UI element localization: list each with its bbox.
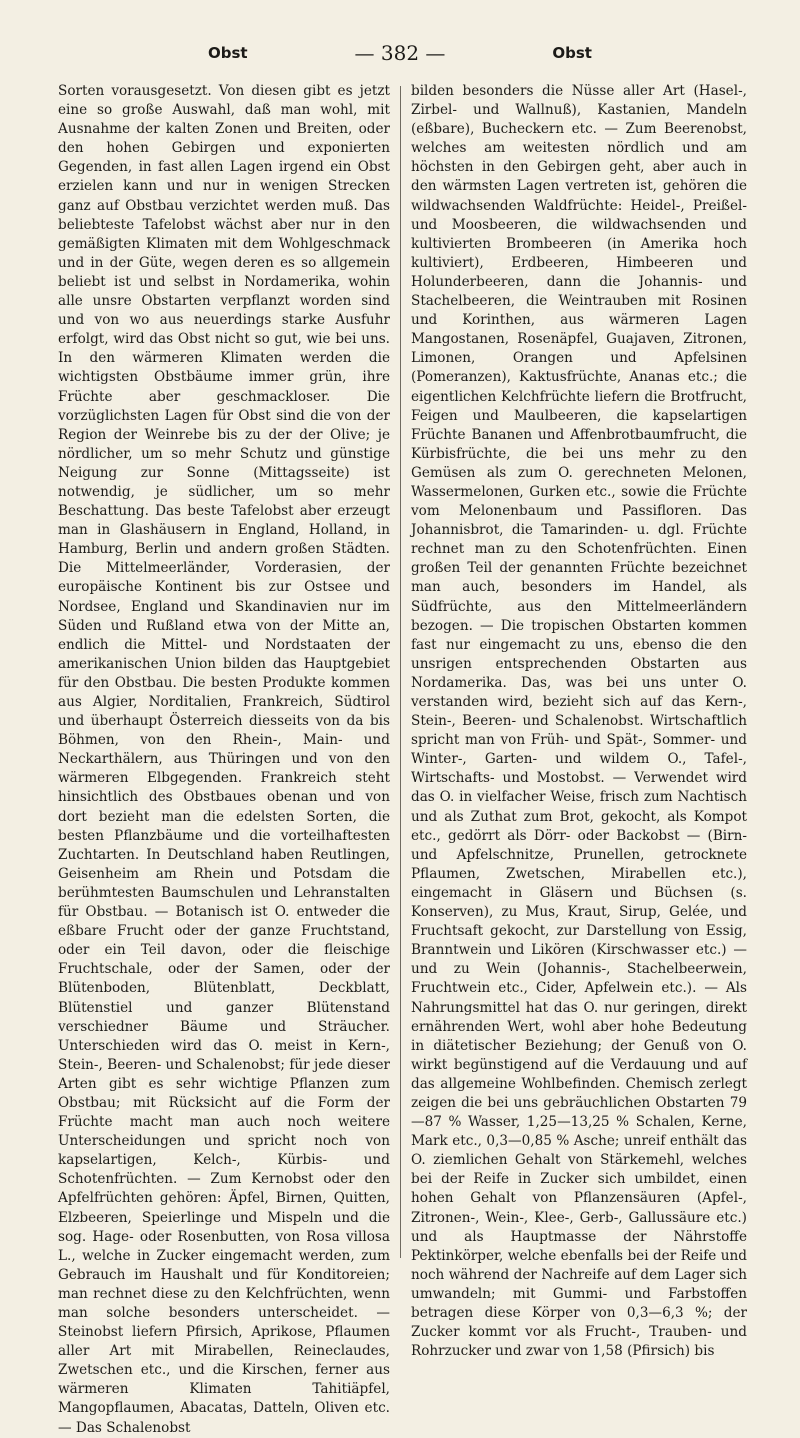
column-right-text: bilden besonders die Nüsse aller Art (Hasel-, Zirbel- und Wallnuß), Kastanien, Mandeln (eßbare), Bucheckern etc. — Zum Beerenobst, welches am weitesten nördlich und am höchsten in den Gebirgen geht, aber auch in den wärmsten Lagen vertreten ist, gehören die wildwachsenden Waldfrüchte: Heidel-, Preißel- und Moosbeeren, die wildwachsenden und kultivierten Brombeeren (in Amerika hoch kultiviert), Erdbeeren, Himbeeren und Holunderbeeren, dann die Johannis- und Stachelbeeren, die Weintrauben mit Rosinen und Korinthen, aus wärmeren Lagen Mangostanen, Rosenäpfel, Guajaven, Zitronen, Limonen, Orangen und Apfelsinen (Pomeranzen), Kaktusfrüchte, Ananas etc.; die eigentlichen Kelchfrüchte liefern die Brotfrucht, Feigen und Maulbeeren, die kapselartigen Früchte Bananen und Affenbrotbaumfrucht, die Kürbisfrüchte, die bei uns mehr zu den Gemüsen als zum O. gerechneten Melonen, Wassermelonen, Gurken etc., sowie die Früchte vom Melonenbaum und Passifloren. Das Johannisbrot, die Tamarinden- u. dgl. Früchte rechnet man zu den Schotenfrüchten. Einen großen Teil der genannten Früchte bezeichnet man auch, besonders im Handel, als Südfrüchte, aus den Mittelmeerländern bezogen. — Die tropischen Obstarten kommen fast nur eingemacht zu uns, ebenso die den unsrigen entsprechenden Obstarten aus Nordamerika. Das, was bei uns unter O. verstanden wird, bezieht sich auf das Kern-, Stein-, Beeren- und Schalenobst. Wirtschaftlich spricht man von Früh- und Spät-, Sommer- und Winter-, Garten- und wildem O., Tafel-, Wirtschafts- und Mostobst. — Verwendet wird das O. in vielfacher Weise, frisch zum Nachtisch und als Zuthat zum Brot, gekocht, als Kompot etc., gedörrt als Dörr- oder Backobst — (Birn- und Apfelschnitze, Prunellen, getrocknete Pflaumen, Zwetschen, Mirabellen etc.), eingemacht in Gläsern und Büchsen (s. Konserven), zu Mus, Kraut, Sirup, Gelée, und Fruchtsaft gekocht, zur Darstellung von Essig, Branntwein und Likören (Kirschwasser etc.) — und zu Wein (Johannis-, Stachelbeerwein, Fruchtwein etc., Cider, Apfelwein etc.). — Als Nahrungsmittel hat das O. nur geringen, direkt ernährenden Wert, wohl aber hohe Bedeutung in diätetischer Beziehung; der Genuß von O. wirkt begünstigend auf die Verdauung und auf das allgemeine Wohlbefinden. Chemisch zerlegt zeigen die bei uns gebräuchlichen Obstarten 79—87 % Wasser, 1,25—13,25 % Schalen, Kerne, Mark etc., 0,3—0,85 % Asche; unreif enthält das O. ziemlichen Gehalt von Stärkemehl, welches bei der Reife in Zucker sich umbildet, einen hohen Gehalt von Pflanzensäuren (Apfel-, Zitronen-, Wein-, Klee-, Gerb-, Gallussäure etc.) und als Hauptmasse der Nährstoffe Pektinkörper, welche ebenfalls bei der Reife und noch während der Nachreife auf dem Lager sich umwandeln; mit Gummi- und Farbstoffen betragen diese Körper von 0,3—6,3 %; der Zucker kommt vor als Frucht-, Trauben- und Rohrzucker und zwar von 1,58 (Pfirsich) bis [411,83,747,1360]
text-column-left [58,82,390,1436]
running-header [58,38,742,68]
column-left-text: Sorten vorausgesetzt. Von diesen gibt es jetzt eine so große Auswahl, daß man wohl, mit Ausnahme der kalten Zonen und Breiten, oder den hohen Gebirgen und exponierten Gegenden, in fast allen Lagen irgend ein Obst erzielen kann und nur in wenigen Strecken ganz auf Obstbau verzichtet werden muß. Das beliebteste Tafelobst wächst aber nur in den gemäßigten Klimaten mit dem Wohlgeschmack und in der Güte, wegen deren es so allgemein beliebt ist und selbst in Nordamerika, wohin alle unsre Obstarten verpflanzt worden sind und von wo aus neuerdings starke Ausfuhr erfolgt, wird das Obst nicht so gut, wie bei uns. In den wärmeren Klimaten werden die wichtigsten Obstbäume immer grün, ihre Früchte aber geschmackloser. Die vorzüglichsten Lagen für Obst sind die von der Region der Weinrebe bis zu der der Olive; je nördlicher, um so mehr Schutz und günstige Neigung zur Sonne (Mittagsseite) ist notwendig, je südlicher, um so mehr Beschattung. Das beste Tafelobst aber erzeugt man in Glashäusern in England, Holland, in Hamburg, Berlin und andern großen Städten. Die Mittelmeerländer, Vorderasien, der europäische Kontinent bis zur Ostsee und Nordsee, England und Skandinavien nur im Süden und Rußland etwa von der Mitte an, endlich die Mittel- und Nordstaaten der amerikanischen Union bilden das Hauptgebiet für den Obstbau. Die besten Produkte kommen aus Algier, Norditalien, Frankreich, Südtirol und überhaupt Österreich diesseits von da bis Böhmen, von den Rhein-, Main- und Neckarthälern, aus Thüringen und von den wärmeren Elbgegenden. Frankreich steht hinsichtlich des Obstbaues obenan und von dort bezieht man die edelsten Sorten, die besten Pflanzbäume und die vorteilhaftesten Zuchtarten. In Deutschland haben Reutlingen, Geisenheim am Rhein und Potsdam die berühmtesten Baumschulen und Lehranstalten für Obstbau. — Botanisch ist O. entweder die eßbare Frucht oder der ganze Fruchtstand, oder ein Teil davon, oder die fleischige Fruchtschale, oder der Samen, oder der Blütenboden, Blütenblatt, Deckblatt, Blütenstiel und ganzer Blütenstand verschiedner Bäume und Sträucher. Unterschieden wird das O. meist in Kern-, Stein-, Beeren- und Schalenobst; für jede dieser Arten gibt es sehr wichtige Pflanzen zum Obstbau; mit Rücksicht auf die Form der Früchte macht man auch noch weitere Unterscheidungen und spricht noch von kapselartigen, Kelch-, Kürbis- und Schotenfrüchten. — Zum Kernobst oder den Apfelfrüchten gehören: Äpfel, Birnen, Quitten, Elzbeeren, Speierlinge und Mispeln und die sog. Hage- oder Rosenbutten, von Rosa villosa L., welche in Zucker eingemacht werden, zum Gebrauch im Haushalt und für Konditoreien; man rechnet diese zu den Kelchfrüchten, wenn man solche besonders unterscheidet. — Steinobst liefern Pfirsich, Aprikose, Pflaumen aller Art mit Mirabellen, Reineclaudes, Zwetschen etc., und die Kirschen, ferner aus wärmeren Klimaten Tahitiäpfel, Mangopflaumen, Abacatas, Datteln, Oliven etc. — Das Schalenobst [58,83,390,1436]
page-number: — 382 — [354,41,446,65]
text-column-right [411,82,747,1360]
header-left-keyword: Obst [208,44,248,62]
header-right-keyword: Obst [552,44,592,62]
column-divider [400,86,401,1258]
